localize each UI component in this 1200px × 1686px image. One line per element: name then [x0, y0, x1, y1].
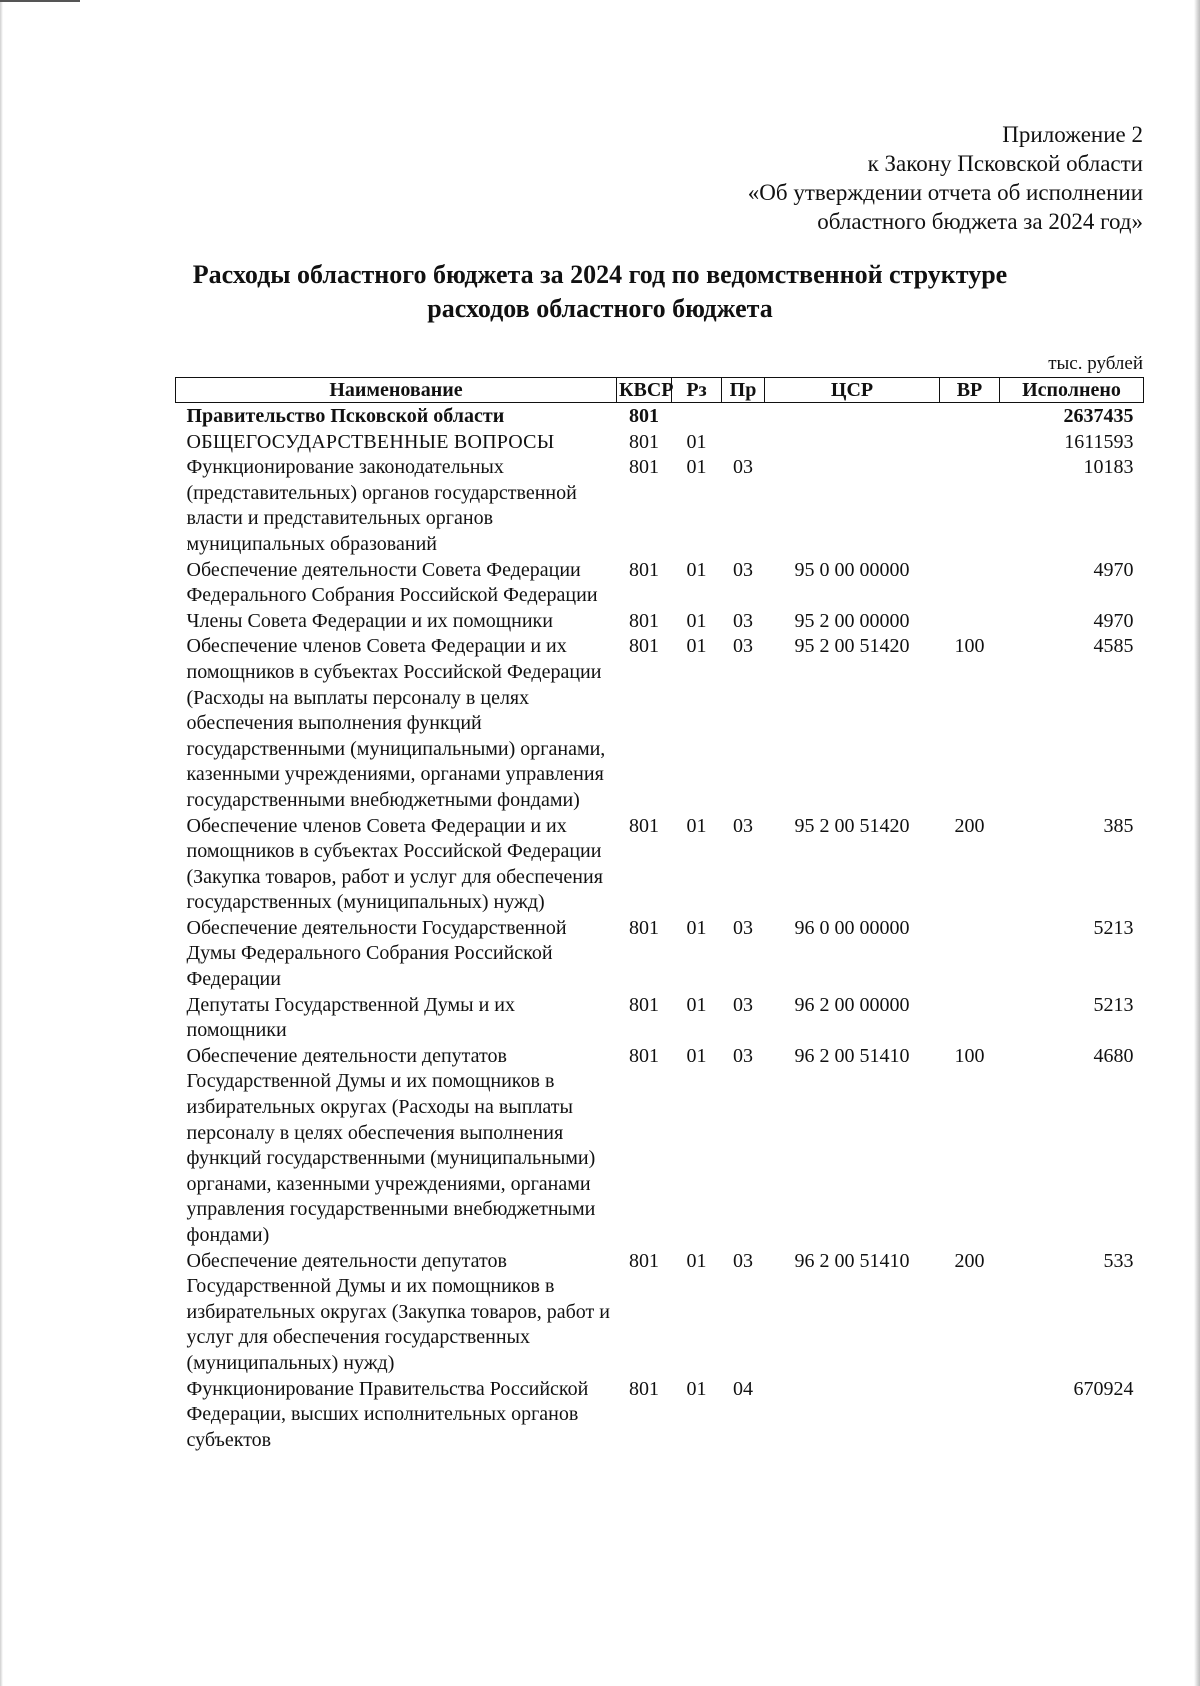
cell-rz: 01 [686, 916, 707, 939]
cell-pr: 03 [733, 558, 753, 581]
cell-csr: 96 2 00 00000 [794, 993, 910, 1016]
cell-pr: 03 [733, 1044, 753, 1067]
cell-rz [672, 403, 722, 430]
cell-name: Обеспечение деятельности Совета Федерации Федерального Собрания Российской Федерации [186, 558, 598, 607]
cell-csr: 96 0 00 00000 [794, 916, 910, 939]
document-title [140, 258, 1060, 326]
cell-name: Обеспечение членов Совета Федерации и их помощников в субъектах Российской Федерации (Закупка товаров, работ и услуг для обеспечения государственных (муниципальных) нужд) [186, 814, 603, 914]
table-body [176, 403, 1144, 1454]
table-row [176, 430, 1144, 456]
cell-csr [765, 430, 940, 456]
cell-kvsr: 801 [629, 609, 659, 632]
table-row [176, 916, 1144, 993]
cell-vr: 100 [954, 1044, 985, 1067]
cell-kvsr: 801 [629, 1377, 659, 1400]
cell-sum: 5213 [1093, 993, 1134, 1016]
cell-vr [940, 916, 1000, 993]
cell-sum: 670924 [1073, 1377, 1134, 1400]
table-row [176, 634, 1144, 813]
cell-sum: 4970 [1093, 558, 1134, 581]
table-row [176, 455, 1144, 557]
cell-pr: 04 [733, 1377, 753, 1400]
cell-kvsr: 801 [629, 1044, 659, 1067]
table-row [176, 403, 1144, 430]
cell-csr: 95 0 00 00000 [794, 558, 910, 581]
cell-vr [940, 455, 1000, 557]
header-name: Наименование [176, 378, 617, 403]
appendix-line: к Закону Псковской области [867, 151, 1143, 176]
cell-vr [940, 993, 1000, 1044]
cell-name: Функционирование Правительства Российской Федерации, высших исполнительных органов субъектов [186, 1377, 589, 1451]
cell-kvsr: 801 [629, 405, 659, 427]
cell-sum: 5213 [1093, 916, 1134, 939]
table-row [176, 558, 1144, 609]
cell-rz: 01 [686, 558, 707, 581]
cell-csr [765, 455, 940, 557]
cell-sum: 1611593 [1064, 430, 1134, 453]
cell-rz: 01 [686, 456, 707, 479]
cell-csr: 95 2 00 51420 [794, 635, 910, 658]
table-row [176, 1249, 1144, 1377]
cell-sum: 2637435 [1063, 405, 1134, 427]
cell-kvsr: 801 [629, 814, 659, 837]
table-row [176, 609, 1144, 635]
cell-name: Обеспечение деятельности Государственной Думы Федерального Собрания Российской Федерации [186, 916, 567, 991]
scan-edge-right [1194, 0, 1200, 1686]
cell-pr: 03 [733, 456, 753, 479]
cell-rz: 01 [686, 1044, 707, 1067]
cell-csr: 95 2 00 51420 [794, 814, 910, 837]
header-sum: Исполнено [1000, 378, 1144, 403]
cell-name: Члены Совета Федерации и их помощники [186, 609, 553, 632]
cell-vr [940, 403, 1000, 430]
cell-rz: 01 [686, 1377, 707, 1400]
cell-vr: 200 [954, 1249, 985, 1272]
cell-pr: 03 [733, 609, 753, 632]
header-rz: Рз [672, 378, 722, 403]
cell-sum: 4970 [1093, 609, 1134, 632]
cell-csr: 96 2 00 51410 [794, 1249, 910, 1272]
cell-name: Обеспечение членов Совета Федерации и их помощников в субъектах Российской Федерации (Расходы на выплаты персоналу в целях обеспечения выполнения функций государственными (муниципальными) органами, казенными учреждениями, органами управления государственными внебюджетными фондами) [186, 635, 606, 811]
cell-name: Функционирование законодательных (представительных) органов государственной власти и представительных органов муниципальных образований [186, 456, 577, 555]
cell-kvsr: 801 [629, 558, 659, 581]
cell-pr: 03 [733, 916, 753, 939]
cell-pr: 03 [733, 993, 753, 1016]
appendix-line: областного бюджета за 2024 год» [817, 209, 1143, 234]
cell-vr [940, 558, 1000, 609]
cell-pr: 03 [733, 1249, 753, 1272]
cell-pr [722, 430, 765, 456]
table-header-row [176, 378, 1144, 403]
cell-vr [940, 430, 1000, 456]
header-vr: ВР [940, 378, 1000, 403]
cell-name: Обеспечение деятельности депутатов Государственной Думы и их помощников в избирательных округах (Закупка товаров, работ и услуг для обеспечения государственных (муниципальных) нужд) [186, 1249, 610, 1374]
cell-vr: 100 [954, 635, 985, 658]
cell-csr [765, 1377, 940, 1454]
cell-csr: 96 2 00 51410 [794, 1044, 910, 1067]
appendix-line: «Об утверждении отчета об исполнении [747, 180, 1143, 205]
cell-kvsr: 801 [629, 916, 659, 939]
cell-rz: 01 [686, 1249, 707, 1272]
cell-kvsr: 801 [629, 635, 659, 658]
cell-vr: 200 [954, 814, 985, 837]
cell-rz: 01 [686, 430, 707, 453]
cell-rz: 01 [686, 993, 707, 1016]
cell-kvsr: 801 [629, 1249, 659, 1272]
header-kvsr: КВСР [617, 378, 672, 403]
cell-vr [940, 609, 1000, 635]
cell-pr [722, 403, 765, 430]
scan-edge-left [0, 0, 3, 1686]
cell-pr: 03 [733, 814, 753, 837]
cell-vr [940, 1377, 1000, 1454]
cell-name: Обеспечение деятельности депутатов Государственной Думы и их помощников в избирательных округах (Расходы на выплаты персоналу в целях обеспечения выполнения функций государственными (муниципальными) органами, казенными учреждениями, органами управления государственными внебюджетными фондами) [186, 1044, 596, 1246]
cell-csr [765, 403, 940, 430]
cell-csr: 95 2 00 00000 [794, 609, 910, 632]
cell-kvsr: 801 [629, 456, 659, 479]
title-line-2: расходов областного бюджета [427, 294, 773, 323]
scan-mark [0, 0, 80, 2]
budget-table-wrap [175, 377, 1143, 1453]
cell-kvsr: 801 [629, 993, 659, 1016]
cell-sum: 4680 [1093, 1044, 1134, 1067]
cell-sum: 533 [1103, 1249, 1134, 1272]
header-pr: Пр [722, 378, 765, 403]
cell-rz: 01 [686, 635, 707, 658]
cell-name: Правительство Псковской области [186, 405, 505, 427]
cell-name: ОБЩЕГОСУДАРСТВЕННЫЕ ВОПРОСЫ [186, 430, 555, 453]
appendix-line: Приложение 2 [1002, 122, 1143, 147]
header-csr: ЦСР [765, 378, 940, 403]
cell-pr: 03 [733, 635, 753, 658]
appendix-block [748, 120, 1143, 236]
cell-kvsr: 801 [629, 430, 659, 453]
cell-sum: 385 [1103, 814, 1134, 837]
cell-name: Депутаты Государственной Думы и их помощники [186, 993, 516, 1042]
table-row [176, 814, 1144, 916]
cell-sum: 4585 [1093, 635, 1134, 658]
cell-rz: 01 [686, 609, 707, 632]
table-row [176, 1377, 1144, 1454]
title-line-1: Расходы областного бюджета за 2024 год по ведомственной структуре [192, 260, 1008, 289]
cell-sum: 10183 [1083, 456, 1134, 479]
units-label: тыс. рублей [1048, 353, 1143, 374]
table-row [176, 1044, 1144, 1249]
table-row [176, 993, 1144, 1044]
budget-table [175, 377, 1144, 1453]
cell-rz: 01 [686, 814, 707, 837]
